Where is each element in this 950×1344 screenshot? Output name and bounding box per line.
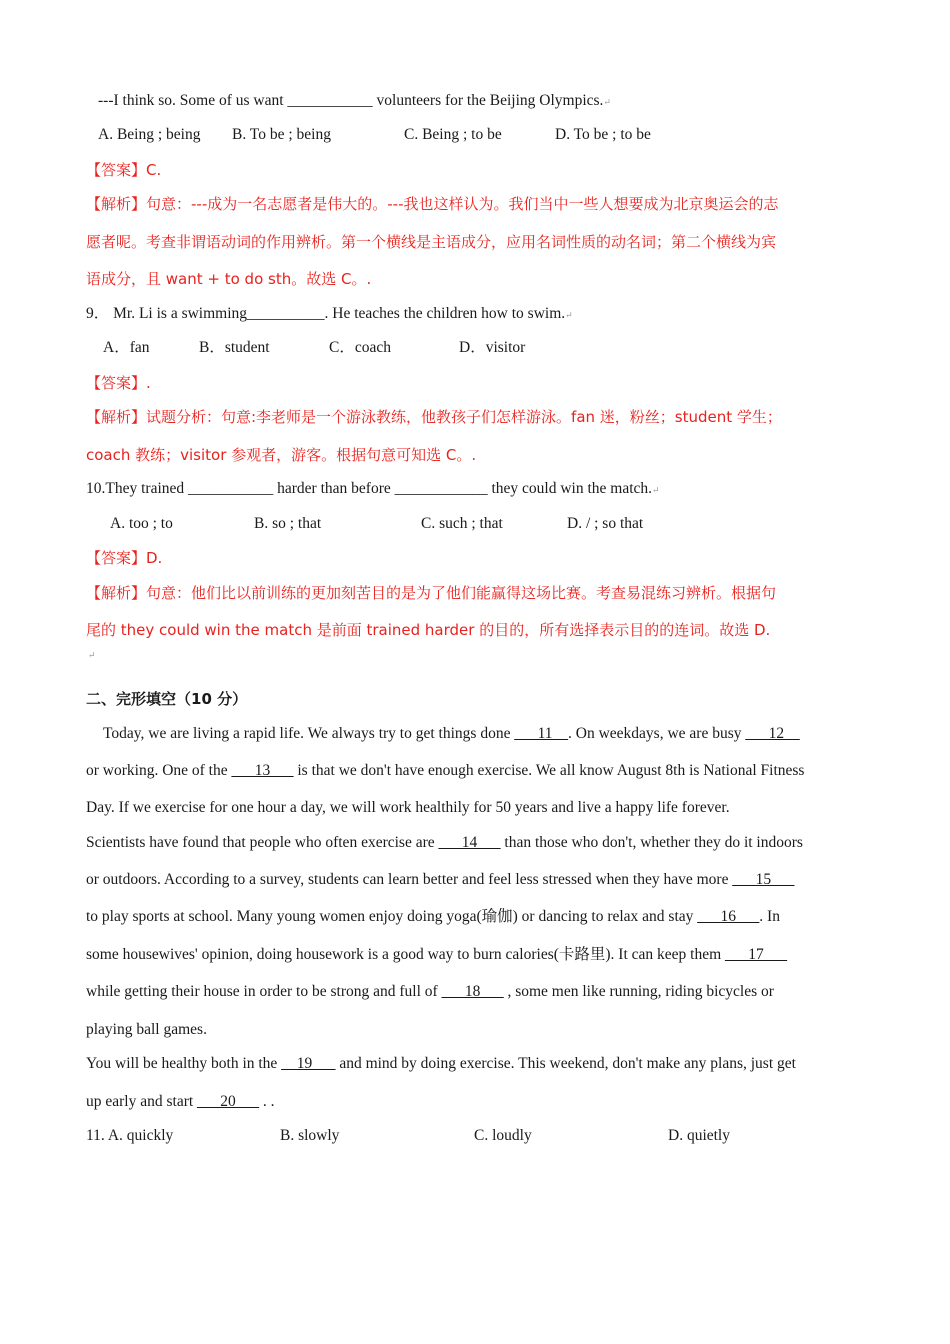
- q8-analysis-line-2: 愿者呢。考查非谓语动词的作用辨析。第一个横线是主语成分，应用名词性质的动名词；第二个横线为宾: [86, 233, 777, 251]
- q10-option-b: B. so ; that: [254, 515, 322, 532]
- cloze-line-7: some housewives' opinion, doing housework is a good way to burn calories(卡路里). It can keep them ___17___: [86, 946, 788, 963]
- cloze-line-2: or working. One of the ___13___ is that we don't have enough exercise. We all know August 8th is National Fitness: [86, 762, 805, 779]
- q9-option-d: D．visitor: [459, 339, 526, 356]
- blank-16: ___16___: [697, 908, 760, 925]
- q8-answer: 【答案】C.: [86, 161, 162, 179]
- cloze-line-6: to play sports at school. Many young women enjoy doing yoga(瑜伽) or dancing to relax and stay ___16___. In: [86, 908, 780, 925]
- blank-14: ___14___: [438, 834, 501, 851]
- q10-stem: 10.They trained ___________ harder than before ____________ they could win the match.↵: [86, 480, 660, 497]
- q8-stem: ---I think so. Some of us want ___________ volunteers for the Beijing Olympics.↵: [98, 92, 611, 109]
- cloze-line-11: up early and start ___20___ . .: [86, 1093, 275, 1110]
- q10-option-d: D. / ; so that: [567, 515, 644, 532]
- blank-19: __19___: [281, 1055, 336, 1072]
- q10-option-a: A. too ; to: [110, 515, 173, 532]
- q10-option-c: C. such ; that: [421, 515, 503, 532]
- blank-12: ___12__: [745, 725, 800, 742]
- q9-stem: 9． Mr. Li is a swimming__________. He teaches the children how to swim.↵: [86, 305, 573, 322]
- paragraph-mark: ↵: [88, 650, 96, 660]
- q11-option-a: 11. A. quickly: [86, 1127, 174, 1144]
- cloze-line-4: Scientists have found that people who often exercise are ___14___ than those who don't, whether they do it indoors: [86, 834, 803, 851]
- blank-18: ___18___: [441, 983, 504, 1000]
- q11-option-b: B. slowly: [280, 1127, 340, 1144]
- cloze-line-8: while getting their house in order to be strong and full of ___18___ , some men like running, riding bicycles or: [86, 983, 774, 1000]
- cloze-line-3: Day. If we exercise for one hour a day, we will work healthily for 50 years and live a happy life forever.: [86, 799, 730, 816]
- q10-analysis-line-1: 【解析】句意：他们比以前训练的更加刻苦目的是为了他们能赢得这场比赛。考查易混练习辨析。根据句: [86, 584, 777, 602]
- section-heading: 二、完形填空（10 分）: [86, 690, 248, 708]
- q10-analysis-line-2: 尾的 they could win the match 是前面 trained harder 的目的，所有选择表示目的的连词。故选 D.: [86, 621, 771, 639]
- cloze-line-10: You will be healthy both in the __19___ and mind by doing exercise. This weekend, don't make any plans, just get: [86, 1055, 796, 1072]
- cloze-line-5: or outdoors. According to a survey, students can learn better and feel less stressed when they have more ___15___: [86, 871, 795, 888]
- blank-15: ___15___: [732, 871, 795, 888]
- q8-analysis-line-1: 【解析】句意：---成为一名志愿者是伟大的。---我也这样认为。我们当中一些人想要成为北京奥运会的志: [86, 195, 779, 213]
- q9-option-a: A．fan: [103, 339, 150, 356]
- q8-option-c: C. Being ; to be: [404, 126, 502, 143]
- q8-analysis-line-3: 语成分，且 want + to do sth。故选 C。.: [86, 270, 372, 288]
- q9-analysis-line-2: coach 教练；visitor 参观者，游客。根据句意可知选 C。.: [86, 446, 477, 464]
- cloze-line-9: playing ball games.: [86, 1021, 207, 1038]
- blank-20: ___20___: [197, 1093, 260, 1110]
- blank-17: ___17___: [725, 946, 788, 963]
- q9-answer: 【答案】.: [86, 374, 151, 392]
- q9-option-c: C．coach: [329, 339, 391, 356]
- q11-option-d: D. quietly: [668, 1127, 730, 1144]
- cloze-line-1: Today, we are living a rapid life. We always try to get things done ___11__. On weekdays, we are busy ___12__: [103, 725, 800, 742]
- q8-option-a: A. Being ; being: [98, 126, 201, 143]
- blank-11: ___11__: [514, 725, 569, 742]
- q10-answer: 【答案】D.: [86, 549, 163, 567]
- q8-option-d: D. To be ; to be: [555, 126, 651, 143]
- blank-13: ___13___: [231, 762, 294, 779]
- q8-option-b: B. To be ; being: [232, 126, 331, 143]
- q9-analysis-line-1: 【解析】试题分析：句意:李老师是一个游泳教练，他教孩子们怎样游泳。fan 迷，粉丝；student 学生；: [86, 408, 782, 426]
- q9-option-b: B．student: [199, 339, 270, 356]
- q11-option-c: C. loudly: [474, 1127, 532, 1144]
